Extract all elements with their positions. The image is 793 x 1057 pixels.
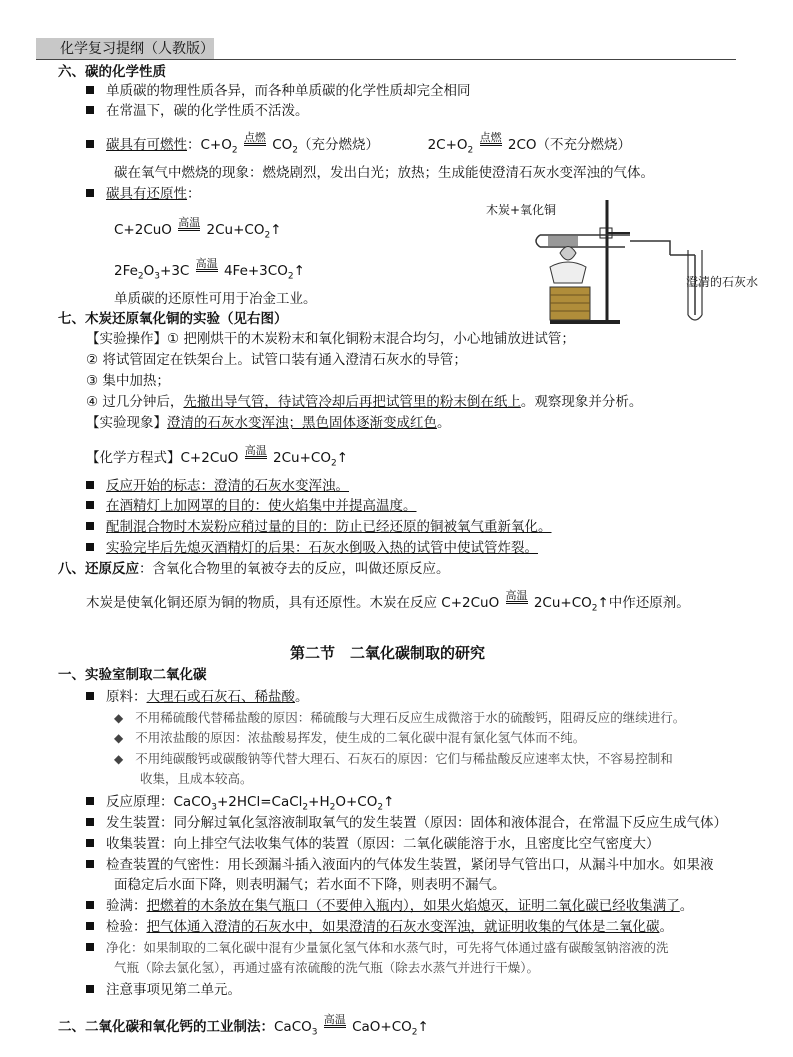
bullet-icon	[86, 860, 94, 868]
diamond-bullet-icon: ◆	[114, 752, 124, 766]
section-8-example: 木炭是使氧化铜还原为铜的物质，具有还原性。木炭在反应 C+2CuO 高温 $2Cu+CO_2↑$中作还原剂。	[86, 589, 690, 614]
condition-high-temp: 高温	[504, 590, 530, 608]
reaction-principle: 反应原理：$CaCO_3+2HCl=CaCl_2+H_2O+CO_2↑$	[86, 793, 394, 817]
apparatus-label-limewater: 澄清的石灰水	[686, 275, 759, 289]
exp-equation: 【化学方程式】C+2CuO 高温 $2Cu+CO_2↑$	[86, 444, 349, 469]
part-2-title: 第二节 二氧化碳制取的研究	[290, 644, 486, 662]
header-divider	[36, 59, 736, 60]
bullet-icon	[86, 943, 94, 951]
reason-no-h2so4: ◆ 不用稀硫酸代替稀盐酸的原因：稀硫酸与大理石反应生成微溶于水的硫酸钙，阻碍反应的继续进行。	[114, 710, 686, 725]
bullet-icon	[86, 522, 94, 530]
reason-no-pure-caco3-cont: 收集，且成本较高。	[140, 771, 253, 786]
bullet-icon	[86, 140, 94, 148]
bullet-icon	[86, 797, 94, 805]
diamond-bullet-icon: ◆	[114, 731, 124, 745]
bullet-icon	[86, 985, 94, 993]
section-6-title: 六、碳的化学性质	[58, 64, 166, 80]
bullet-icon	[86, 922, 94, 930]
gas-test: 检验：把气体通入澄清的石灰水中，如果澄清的石灰水变浑浊，就证明收集的气体是二氧化碳。	[86, 918, 673, 936]
section-7-title: 七、木炭还原氧化铜的实验（见右图）	[58, 311, 288, 327]
apparatus-label-mixture: 木炭+氧化铜	[486, 203, 557, 217]
airtight-check: 检查装置的气密性：用长颈漏斗插入液面内的气体发生装置，紧闭导气管出口，从漏斗中加水。如果液	[86, 856, 714, 874]
bullet-icon	[86, 692, 94, 700]
exp-op-3: ③ 集中加热；	[86, 373, 170, 389]
diamond-bullet-icon: ◆	[114, 711, 124, 725]
section-8: 八、还原反应：含氧化合物里的氧被夺去的反应，叫做还原反应。	[58, 561, 450, 577]
exp-phenomenon: 【实验现象】澄清的石灰水变浑浊；黑色固体逐渐变成红色。	[86, 415, 451, 431]
sec7-note-4: 实验完毕后先熄灭酒精灯的后果：石灰水倒吸入热的试管中使试管炸裂。	[86, 539, 538, 557]
equation-c-cuo: C+2CuO 高温 $2Cu+CO_2↑$	[114, 216, 282, 241]
sec7-note-1: 反应开始的标志：澄清的石灰水变浑浊。	[86, 477, 349, 495]
exp-op-4: ④ 过几分钟后，先撤出导气管，待试管冷却后再把试管里的粉末倒在纸上。观察现象并分析。	[86, 394, 643, 410]
reason-no-pure-caco3: ◆ 不用纯碳酸钙或碳酸钠等代替大理石、石灰石的原因：它们与稀盐酸反应速率太快，不容易控制和	[114, 751, 673, 766]
sec7-note-3: 配制混合物时木炭粉应稍过量的目的：防止已经还原的铜被氧气重新氧化。	[86, 518, 552, 536]
exp-op-1: 【实验操作】① 把刚烘干的木炭粉末和氧化铜粉末混合均匀，小心地铺放进试管；	[86, 331, 575, 347]
sec6-bullet-2: 在常温下，碳的化学性质不活泼。	[86, 102, 309, 120]
bullet-icon	[86, 106, 94, 114]
sec6-bullet-3: 碳具有可燃性：$C+O_2$ 点燃 $CO_2$（充分燃烧） $2C+O_2$ 点燃 2CO（不充分燃烧）	[86, 136, 631, 160]
combustion-phenomenon: 碳在氧气中燃烧的现象：燃烧剧烈，发出白光；放热；生成能使澄清石灰水变浑浊的气体。	[114, 165, 654, 181]
bullet-icon	[86, 501, 94, 509]
condition-high-temp: 高温	[194, 258, 220, 276]
collector-setup: 收集装置：向上排空气法收集气体的装置（原因：二氧化碳能溶于水，且密度比空气密度大）	[86, 835, 660, 853]
bullet-icon	[86, 543, 94, 551]
sec7-note-2: 在酒精灯上加网罩的目的：使火焰集中并提高温度。	[86, 497, 417, 515]
industrial-method: 二、二氧化碳和氧化钙的工业制法：CaCO$_3$ 高温 $CaO+CO_2↑$	[58, 1013, 429, 1038]
bullet-icon	[86, 818, 94, 826]
apparatus-diagram	[486, 195, 760, 330]
exp-op-2: ② 将试管固定在铁架台上。试管口装有通入澄清石灰水的导管；	[86, 352, 467, 368]
reduction-use: 单质碳的还原性可用于冶金工业。	[114, 291, 317, 307]
bullet-icon	[86, 86, 94, 94]
raw-materials: 原料：大理石或石灰石、稀盐酸。	[86, 688, 309, 706]
header-title: 化学复习提纲（人教版）	[36, 38, 214, 60]
verify-full: 验满：把燃着的木条放在集气瓶口（不要伸入瓶内），如果火焰熄灭，证明二氧化碳已经收集满了。	[86, 897, 693, 915]
part-2-section-1: 一、实验室制取二氧化碳	[58, 667, 207, 683]
notes-reference: 注意事项见第二单元。	[86, 981, 241, 999]
sec6-bullet-4: 碳具有还原性：	[86, 185, 201, 203]
bullet-icon	[86, 481, 94, 489]
condition-ignite-2: 点燃	[478, 132, 504, 150]
sec6-bullet-1: 单质碳的物理性质各异，而各种单质碳的化学性质却完全相同	[86, 82, 471, 100]
airtight-check-cont: 面稳定后水面下降，则表明漏气；若水面不下降，则表明不漏气。	[114, 877, 506, 893]
generator-setup: 发生装置：同分解过氧化氢溶液制取氧气的发生装置（原因：固体和液体混合，在常温下反应生成气体）	[86, 814, 727, 832]
bullet-icon	[86, 189, 94, 197]
equation-fe2o3: $2Fe_2O_3+3C$ 高温 $4Fe+3CO_2↑$	[114, 257, 305, 282]
condition-ignite-1: 点燃	[242, 132, 268, 150]
condition-high-temp: 高温	[176, 217, 202, 235]
bullet-icon	[86, 901, 94, 909]
condition-high-temp: 高温	[243, 445, 269, 463]
reason-no-conc-hcl: ◆ 不用浓盐酸的原因：浓盐酸易挥发，使生成的二氧化碳中混有氯化氢气体而不纯。	[114, 730, 586, 745]
condition-high-temp: 高温	[322, 1014, 348, 1032]
purification: 净化：如果制取的二氧化碳中混有少量氯化氢气体和水蒸气时，可先将气体通过盛有碳酸氢钠溶液的洗	[86, 939, 669, 957]
purification-cont: 气瓶（除去氯化氢），再通过盛有浓硫酸的洗气瓶（除去水蒸气并进行干燥）。	[114, 960, 540, 975]
bullet-icon	[86, 839, 94, 847]
